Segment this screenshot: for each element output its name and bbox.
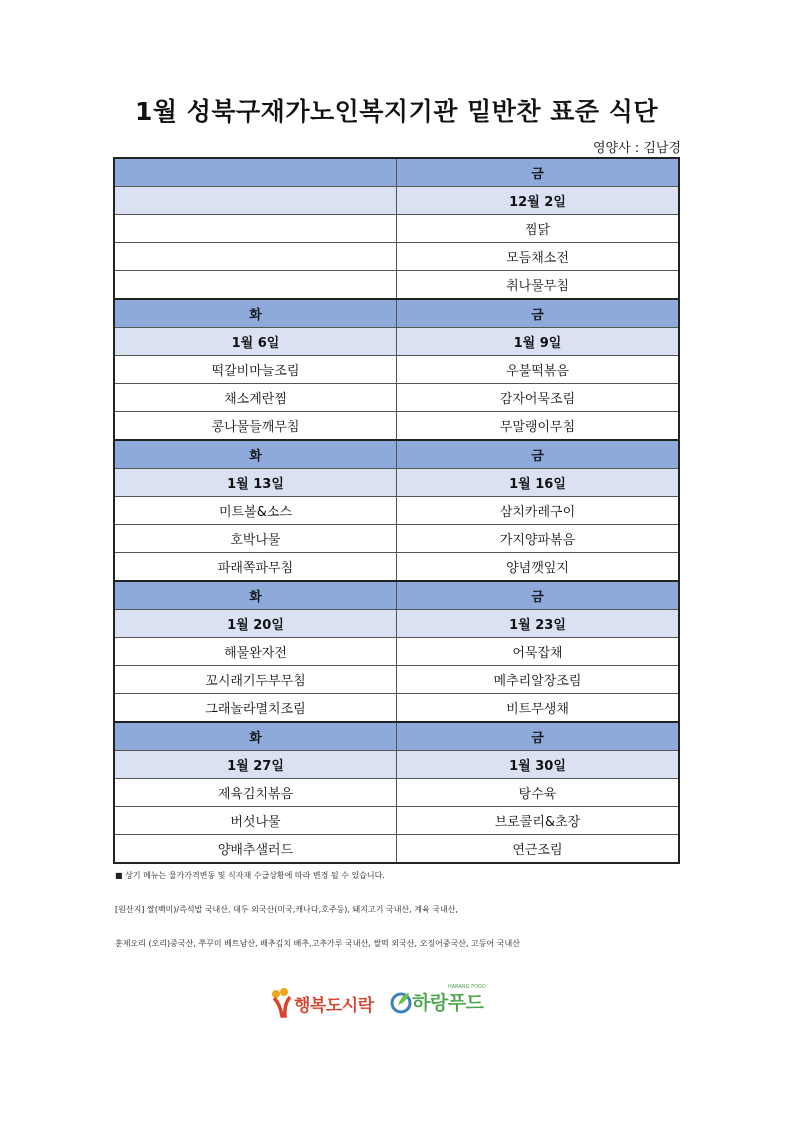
haengbok-logo-icon: [270, 988, 294, 1018]
page-title: 1월 성북구재가노인복지기관 밑반찬 표준 식단: [134, 97, 659, 126]
date-row-cell: 1월 9일: [397, 328, 680, 356]
menu-item-row-cell: 비트무생채: [397, 694, 680, 723]
date-row-cell: 1월 23일: [397, 610, 680, 638]
menu-item-row-cell: 양념깻잎지: [397, 553, 680, 582]
day-header-row-cell: [114, 158, 397, 187]
menu-item-row-cell: 모듬채소전: [397, 243, 680, 271]
day-header-row-cell: 화: [114, 581, 397, 610]
menu-item-row-cell: 콩나물들깨무침: [114, 412, 397, 441]
day-header-row-cell: 금: [397, 581, 680, 610]
menu-item-row-cell: 제육김치볶음: [114, 779, 397, 807]
menu-item-row: [114, 666, 679, 694]
menu-item-row-cell: 호박나물: [114, 525, 397, 553]
date-row-cell: 12월 2일: [397, 187, 680, 215]
harang-logo-text: 하랑푸드: [412, 992, 484, 1014]
menu-item-row-cell: 미트볼&소스: [114, 497, 397, 525]
menu-item-row: [114, 243, 679, 271]
menu-item-row: [114, 215, 679, 243]
menu-item-row-cell: 연근조림: [397, 835, 680, 864]
haengbok-logo-text: 행복도시락: [294, 995, 374, 1016]
menu-item-row-cell: 취나물무침: [397, 271, 680, 300]
menu-item-row-cell: 메추리알장조림: [397, 666, 680, 694]
menu-item-row-cell: 어묵잡채: [397, 638, 680, 666]
menu-item-row: [114, 525, 679, 553]
harang-logo-subtext: HARANG FOOD: [448, 984, 486, 990]
menu-item-row-cell: [114, 243, 397, 271]
date-row: [114, 610, 679, 638]
day-header-row: [114, 299, 679, 328]
menu-item-row-cell: 양배추샐러드: [114, 835, 397, 864]
menu-item-row-cell: 찜닭: [397, 215, 680, 243]
menu-item-row: [114, 271, 679, 300]
harang-logo: [390, 988, 483, 1015]
date-row-cell: 1월 27일: [114, 751, 397, 779]
menu-item-row: [114, 553, 679, 582]
date-row-cell: 1월 16일: [397, 469, 680, 497]
haengbok-logo: [270, 988, 374, 1018]
date-row: [114, 751, 679, 779]
day-header-row-cell: 화: [114, 299, 397, 328]
menu-item-row-cell: 그래놀라멸치조림: [114, 694, 397, 723]
day-header-row: [114, 158, 679, 187]
logos: [270, 984, 530, 1028]
harang-logo-icon: [390, 990, 412, 1014]
day-header-row-cell: 금: [397, 440, 680, 469]
menu-item-row: [114, 807, 679, 835]
date-row-cell: 1월 30일: [397, 751, 680, 779]
menu-item-row-cell: 해물완자전: [114, 638, 397, 666]
note-origin-2: 훈제오리 (오리)중국산, 쭈꾸미 베트남산, 배추김치 배추,고추가루 국내산, 쌀떡 외국산, 오징어중국산, 고등어 국내산: [115, 939, 520, 948]
menu-item-row: [114, 412, 679, 441]
menu-item-row: [114, 835, 679, 864]
menu-item-row-cell: 꼬시래기두부무침: [114, 666, 397, 694]
date-row-cell: 1월 13일: [114, 469, 397, 497]
note-origin-1: [원산지] 쌀(백미)/즉석밥 국내산, 대두 외국산(미국,캐나다,호주등), 돼지고기 국내산, 계육 국내산,: [115, 905, 458, 914]
date-row-cell: 1월 6일: [114, 328, 397, 356]
date-row: [114, 328, 679, 356]
day-header-row: [114, 722, 679, 751]
date-row-cell: 1월 20일: [114, 610, 397, 638]
menu-item-row-cell: 감자어묵조림: [397, 384, 680, 412]
day-header-row: [114, 440, 679, 469]
day-header-row-cell: 금: [397, 722, 680, 751]
menu-item-row-cell: 가지양파볶음: [397, 525, 680, 553]
menu-item-row-cell: 우불떡볶음: [397, 356, 680, 384]
menu-item-row-cell: 버섯나물: [114, 807, 397, 835]
menu-item-row-cell: [114, 271, 397, 300]
day-header-row-cell: 금: [397, 158, 680, 187]
menu-item-row-cell: 무말랭이무침: [397, 412, 680, 441]
menu-item-row: [114, 384, 679, 412]
date-row-cell: [114, 187, 397, 215]
day-header-row: [114, 581, 679, 610]
date-row: [114, 469, 679, 497]
day-header-row-cell: 화: [114, 440, 397, 469]
menu-item-row: [114, 356, 679, 384]
menu-item-row-cell: 탕수육: [397, 779, 680, 807]
menu-item-row-cell: 채소계란찜: [114, 384, 397, 412]
day-header-row-cell: 금: [397, 299, 680, 328]
menu-item-row: [114, 694, 679, 723]
note-change: ■ 상기 메뉴는 물가가격변동 및 식자재 수급상황에 따라 변경 될 수 있습니다.: [115, 871, 385, 880]
date-row: [114, 187, 679, 215]
menu-item-row: [114, 638, 679, 666]
menu-item-row-cell: 떡갈비마늘조림: [114, 356, 397, 384]
menu-item-row-cell: 파래쪽파무침: [114, 553, 397, 582]
menu-item-row-cell: [114, 215, 397, 243]
menu-table: [113, 157, 680, 864]
menu-item-row-cell: 브로콜리&초장: [397, 807, 680, 835]
menu-item-row-cell: 삼치카레구이: [397, 497, 680, 525]
day-header-row-cell: 화: [114, 722, 397, 751]
menu-item-row: [114, 497, 679, 525]
menu-item-row: [114, 779, 679, 807]
author-label: 영양사 : 김남경: [593, 141, 681, 156]
